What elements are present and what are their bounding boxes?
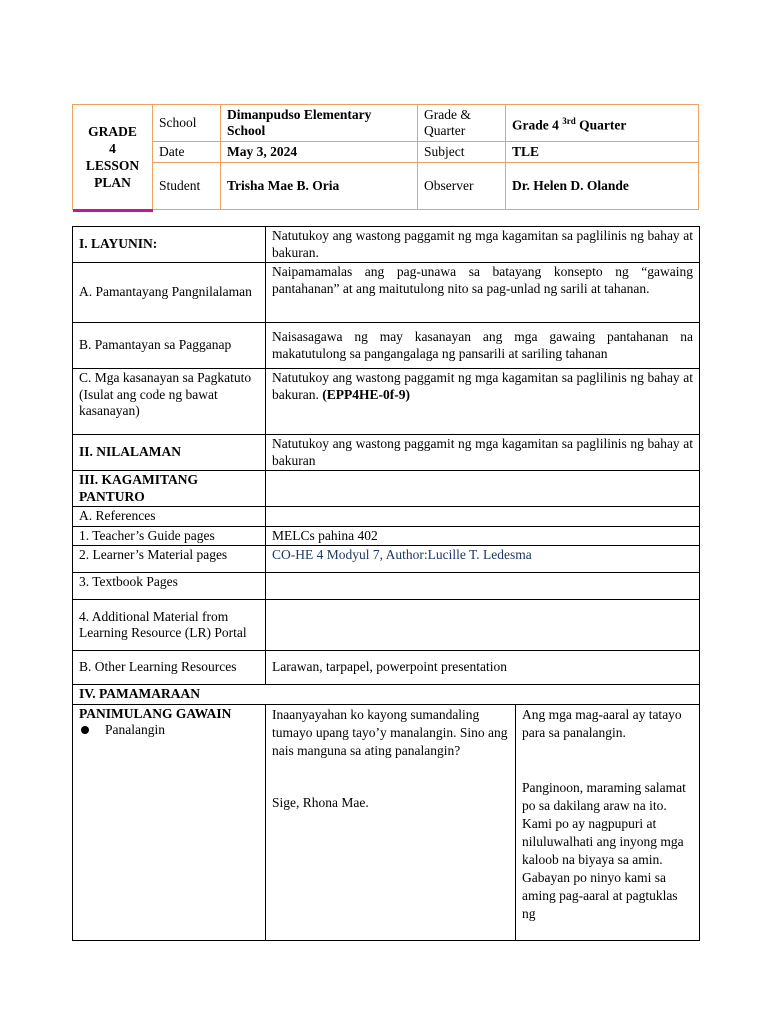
lesson-plan-table [72, 226, 700, 941]
grade-value: Grade 4 [512, 117, 559, 133]
panalangin-item [79, 722, 259, 739]
title-line-3: LESSON [85, 158, 140, 173]
observer-value: Dr. Helen D. Olande [506, 163, 699, 210]
subject-label: Subject [418, 142, 506, 163]
kasanayan-label: C. Mga kasanayan sa Pagkatuto (Isulat ang code ng bawat kasanayan) [73, 369, 266, 435]
additional-material-value [266, 600, 700, 651]
quarter-ordinal: 3rd [562, 115, 576, 126]
student-line-2: Panginoon, maraming salamat po sa dakilang araw na ito. Kami po ay nagpupuri at niluluwalhati ang inyong mga kaloob na biyaya sa amin. Gabayan po ninyo kami sa aming pag-aaral at pagtuklas ng [522, 779, 686, 921]
pagganap-value: Naisasagawa ng may kasanayan ang mga gawaing pantahanan na makatutulong sa pangangalaga ng pansarili at sariling tahanan [266, 323, 700, 369]
title-line-1: GRADE [88, 124, 137, 139]
other-resources-label: B. Other Learning Resources [73, 651, 266, 685]
student-value: Trisha Mae B. Oria [221, 163, 418, 210]
kagamitang-value [266, 471, 700, 507]
student-line-1: Ang mga mag-aaral ay tatayo para sa panalangin. [522, 706, 682, 740]
additional-material-label: 4. Additional Material from Learning Resource (LR) Portal [73, 600, 266, 651]
textbook-label: 3. Textbook Pages [73, 573, 266, 600]
kasanayan-text: Natutukoy ang wastong paggamit ng mga kagamitan sa paglilinis ng bahay at bakuran. [272, 370, 694, 402]
teachers-guide-label: 1. Teacher’s Guide pages [73, 526, 266, 546]
teacher-gap [272, 760, 509, 794]
student-activity-cell [516, 704, 700, 940]
title-underline [73, 209, 153, 212]
title-line-4: PLAN [94, 175, 131, 190]
pamantayang-value: Naipamamalas ang pag-unawa sa batayang konsepto ng “gawaing pantahanan” at ang maitutulong nito sa pag-unlad ng sarili at tahanan. [266, 263, 700, 323]
teacher-activity-cell [266, 704, 516, 940]
layunin-label: I. LAYUNIN: [73, 227, 266, 263]
student-gap [522, 742, 693, 779]
learners-material-label: 2. Learner’s Material pages [73, 546, 266, 573]
other-resources-value: Larawan, tarpapel, powerpoint presentation [266, 651, 700, 685]
bullet-icon [81, 726, 89, 734]
date-value: May 3, 2024 [221, 142, 418, 163]
student-label: Student [153, 163, 221, 210]
header-table [72, 104, 699, 210]
learners-material-value: CO-HE 4 Modyul 7, Author:Lucille T. Ledesma [266, 546, 700, 573]
nilalaman-label: II. NILALAMAN [73, 435, 266, 471]
pamamaraan-label: IV. PAMAMARAAN [73, 685, 700, 705]
panalangin-label: Panalangin [105, 722, 165, 737]
nilalaman-value: Natutukoy ang wastong paggamit ng mga kagamitan sa paglilinis ng bahay at bakuran [266, 435, 700, 471]
date-label: Date [153, 142, 221, 163]
kasanayan-value [266, 369, 700, 435]
grade-quarter-value [506, 105, 699, 142]
quarter-word: Quarter [579, 117, 627, 133]
school-label: School [153, 105, 221, 142]
references-label: A. References [73, 507, 266, 527]
layunin-value: Natutukoy ang wastong paggamit ng mga kagamitan sa paglilinis ng bahay at bakuran. [266, 227, 700, 263]
references-value [266, 507, 700, 527]
lesson-plan-title [73, 105, 153, 210]
pamantayang-label: A. Pamantayang Pangnilalaman [73, 263, 266, 323]
textbook-value [266, 573, 700, 600]
grade-quarter-label: Grade & Quarter [418, 105, 506, 142]
panimulang-label: PANIMULANG GAWAIN [79, 705, 232, 721]
kagamitang-label: III. KAGAMITANG PANTURO [73, 471, 266, 507]
observer-label: Observer [418, 163, 506, 210]
title-line-2: 4 [109, 141, 116, 156]
school-value: Dimanpudso Elementary School [221, 105, 418, 142]
kasanayan-code: (EPP4HE-0f-9) [322, 386, 410, 402]
panimulang-gawain-cell [73, 704, 266, 940]
teacher-line-1: Inaanyayahan ko kayong sumandaling tumayo upang tayo’y manalangin. Sino ang nais manguna sa ating panalangin? [272, 706, 508, 758]
pagganap-label: B. Pamantayan sa Pagganap [73, 323, 266, 369]
teacher-line-2: Sige, Rhona Mae. [272, 794, 369, 810]
teachers-guide-value: MELCs pahina 402 [266, 526, 700, 546]
subject-value: TLE [506, 142, 699, 163]
